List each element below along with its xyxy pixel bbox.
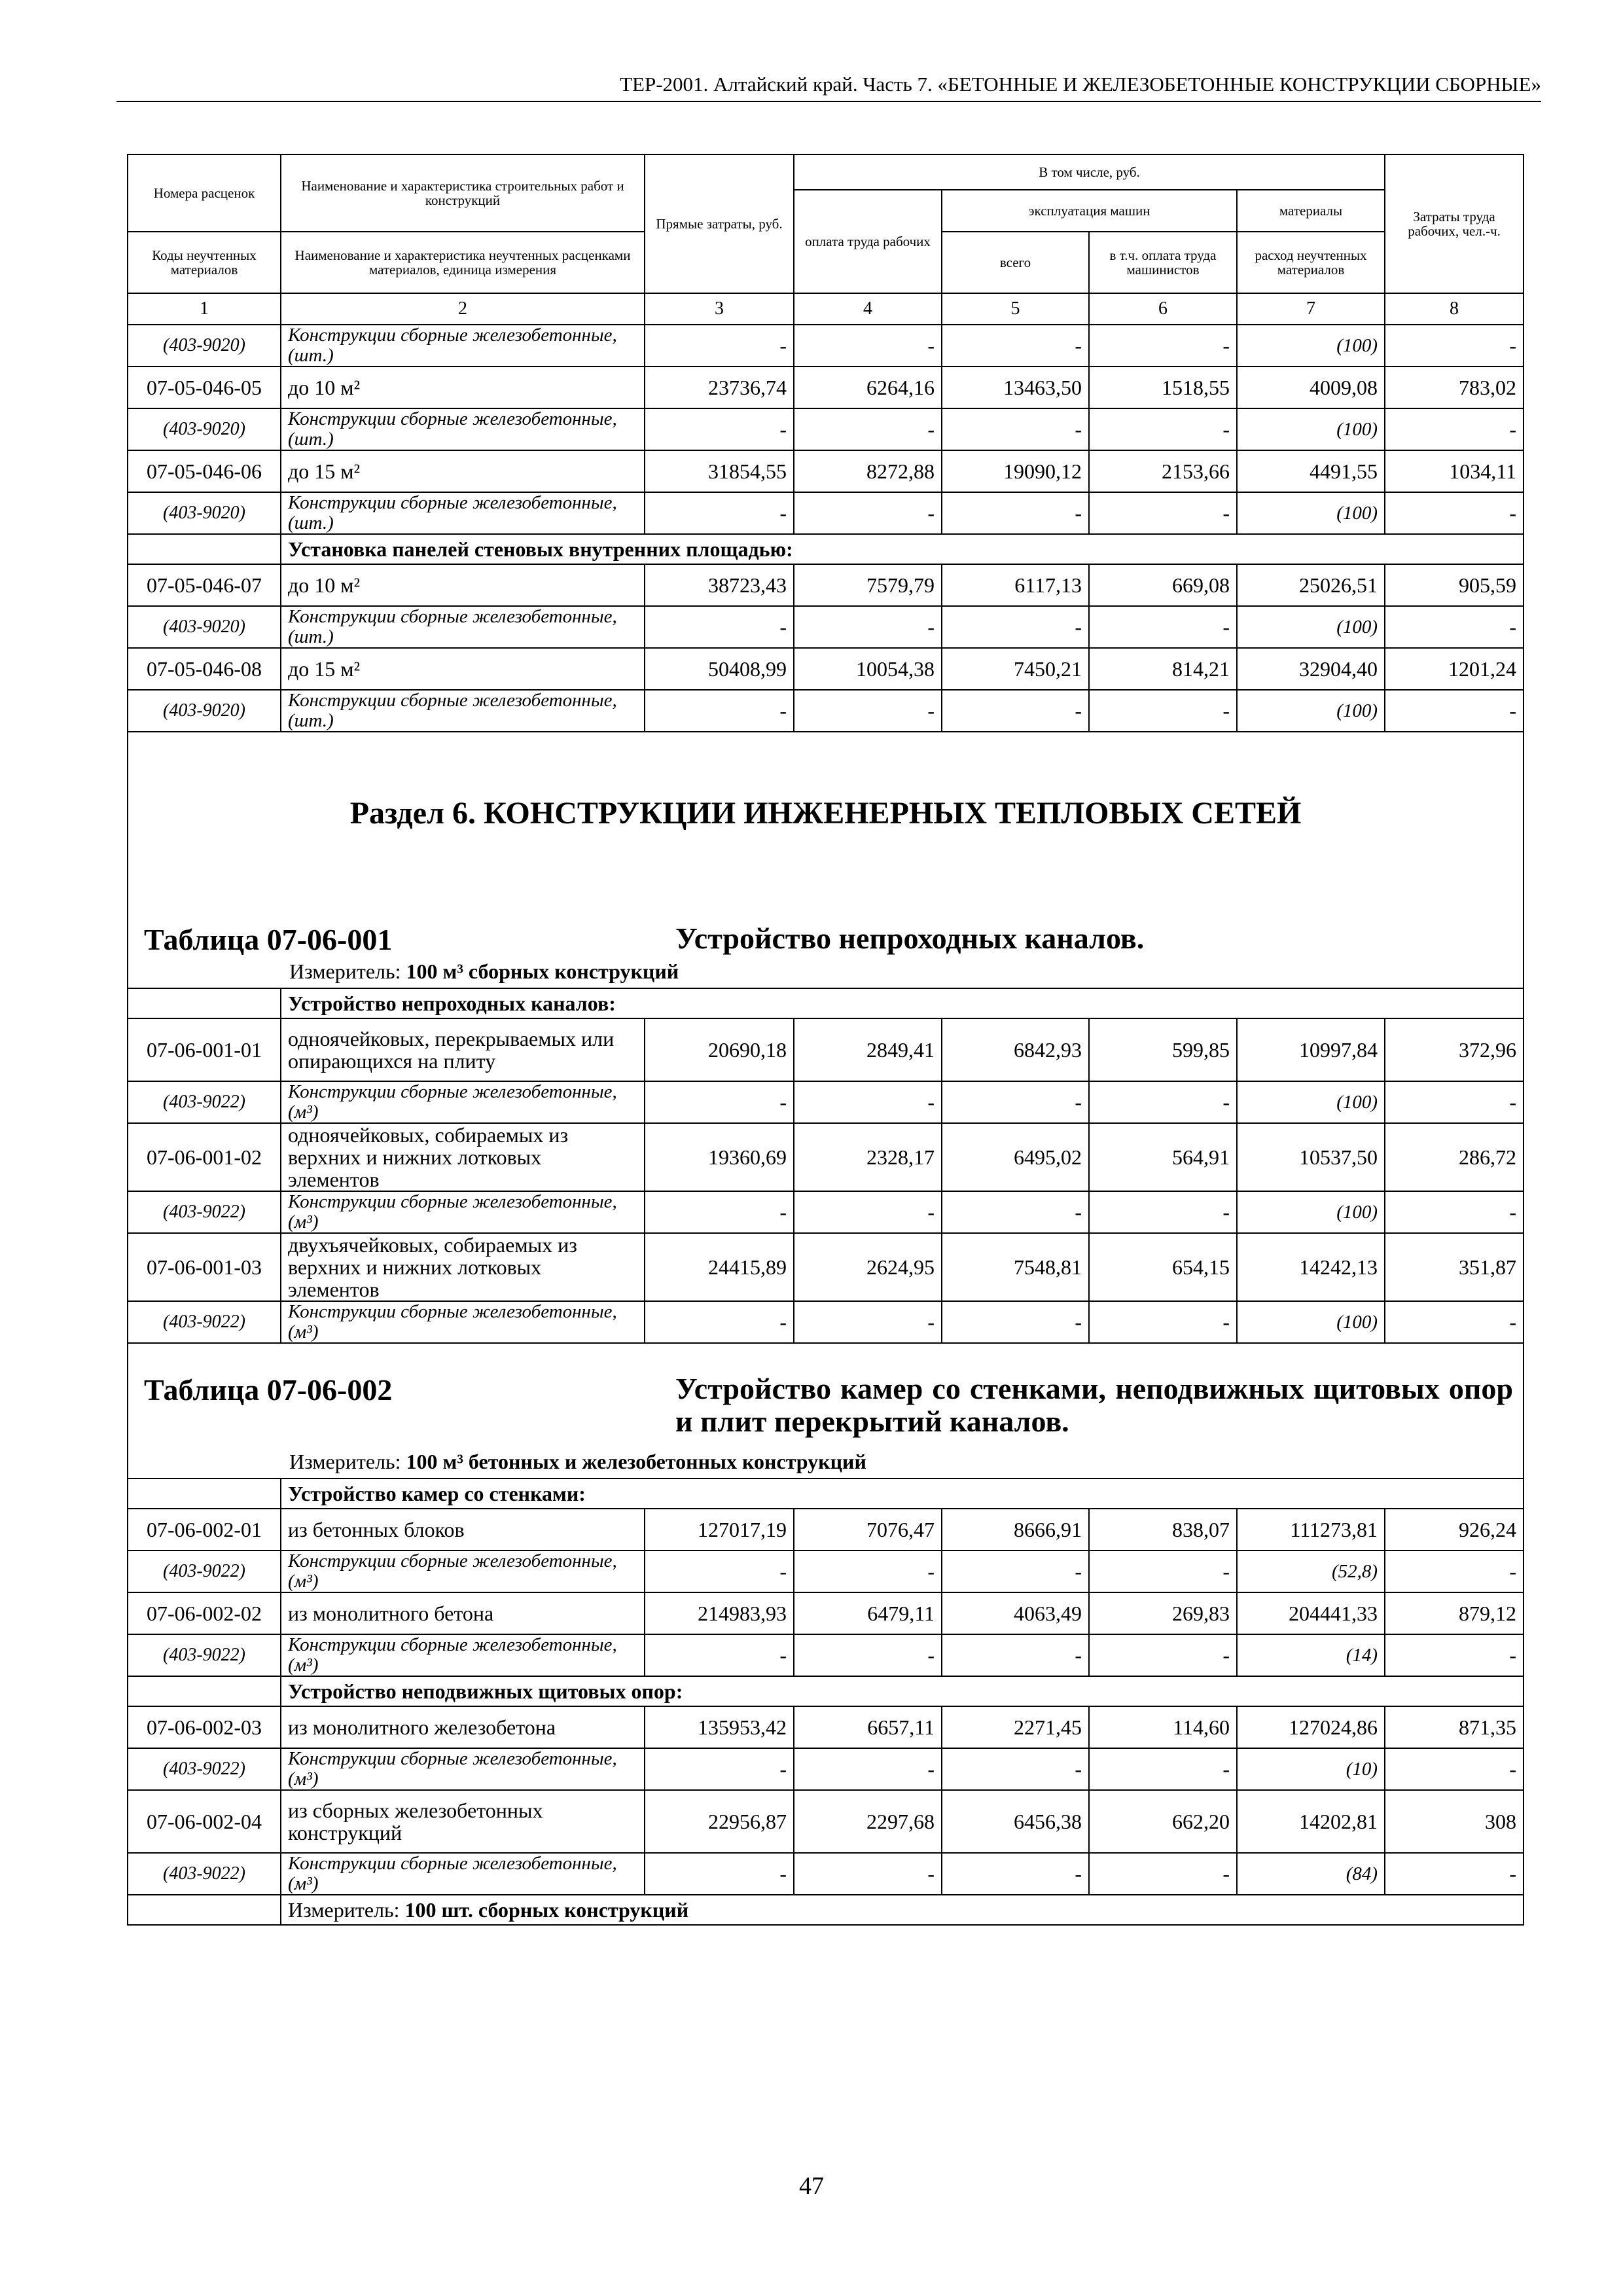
- cell: 13463,50: [942, 367, 1089, 408]
- cell: (100): [1237, 408, 1385, 450]
- cell: 6264,16: [794, 367, 942, 408]
- cell: 372,96: [1385, 1018, 1524, 1081]
- cell: -: [794, 1634, 942, 1676]
- head-material-names: Наименование и характеристика неучтенных расценками материалов, единица измерения: [281, 232, 645, 293]
- cell: -: [645, 492, 794, 534]
- cell: 905,59: [1385, 564, 1524, 606]
- cell: -: [1089, 408, 1237, 450]
- cell: 6117,13: [942, 564, 1089, 606]
- work-name: до 15 м²: [281, 450, 645, 492]
- cell: 308: [1385, 1790, 1524, 1853]
- cell: -: [1089, 1301, 1237, 1343]
- table-title: Устройство непроходных каналов.: [675, 922, 1145, 955]
- cell: 783,02: [1385, 367, 1524, 408]
- cell: -: [942, 492, 1089, 534]
- cell: 10997,84: [1237, 1018, 1385, 1081]
- head-including: В том числе, руб.: [794, 154, 1385, 190]
- material-name: Конструкции сборные железобетонные, (м³): [281, 1191, 645, 1233]
- cell: -: [1385, 690, 1524, 732]
- cell: 662,20: [1089, 1790, 1237, 1853]
- cell: 1518,55: [1089, 367, 1237, 408]
- col-num: 2: [281, 293, 645, 325]
- price-table-sheet: [127, 154, 1523, 1926]
- cell: -: [794, 1081, 942, 1123]
- section-heading-block: [128, 732, 1524, 988]
- col-num: 1: [128, 293, 281, 325]
- cell: -: [1385, 1748, 1524, 1790]
- meter-prefix: Измеритель:: [289, 960, 401, 983]
- work-name: из сборных железобетонных конструкций: [281, 1790, 645, 1853]
- work-name: из монолитного железобетона: [281, 1706, 645, 1748]
- head-materials: материалы: [1237, 190, 1385, 232]
- cell: 2271,45: [942, 1706, 1089, 1748]
- material-name: Конструкции сборные железобетонные, (шт.): [281, 690, 645, 732]
- rate-row: [128, 450, 1524, 492]
- cell: -: [645, 408, 794, 450]
- material-name: Конструкции сборные железобетонные, (м³): [281, 1551, 645, 1592]
- cell: -: [942, 325, 1089, 367]
- material-code: (403-9022): [128, 1081, 281, 1123]
- cell: 127024,86: [1237, 1706, 1385, 1748]
- cell: (100): [1237, 1301, 1385, 1343]
- material-row: [128, 1634, 1524, 1676]
- cell: 871,35: [1385, 1706, 1524, 1748]
- cell: -: [794, 1853, 942, 1895]
- cell: (100): [1237, 606, 1385, 648]
- cell: 38723,43: [645, 564, 794, 606]
- col-num: 5: [942, 293, 1089, 325]
- cell: -: [794, 492, 942, 534]
- col-num: 7: [1237, 293, 1385, 325]
- head-machines: эксплуатация машин: [942, 190, 1237, 232]
- material-code: (403-9020): [128, 325, 281, 367]
- cell: (100): [1237, 325, 1385, 367]
- cell: (100): [1237, 492, 1385, 534]
- work-name: одноячейковых, перекрываемых или опирающихся на плиту: [281, 1018, 645, 1081]
- cell: -: [1385, 1551, 1524, 1592]
- cell: 10054,38: [794, 648, 942, 690]
- rate-code: 07-06-001-02: [128, 1123, 281, 1191]
- cell: -: [645, 325, 794, 367]
- cell: -: [942, 1853, 1089, 1895]
- meter-unit: 100 м³ сборных конструкций: [406, 960, 679, 983]
- rate-row: [128, 1123, 1524, 1191]
- material-name: Конструкции сборные железобетонные, (шт.): [281, 325, 645, 367]
- cell: 6842,93: [942, 1018, 1089, 1081]
- cell: -: [942, 690, 1089, 732]
- table-title: Устройство камер со стенками, неподвижных щитовых опор и плит перекрытий каналов.: [675, 1372, 1513, 1438]
- head-material-usage: расход неучтенных материалов: [1237, 232, 1385, 293]
- col-num: 4: [794, 293, 942, 325]
- cell: -: [794, 690, 942, 732]
- cell: -: [1385, 1853, 1524, 1895]
- page-number: 47: [799, 2172, 824, 2200]
- cell: -: [1089, 1853, 1237, 1895]
- material-code: (403-9022): [128, 1191, 281, 1233]
- material-row: [128, 1191, 1524, 1233]
- work-name: из бетонных блоков: [281, 1509, 645, 1551]
- col-num: 8: [1385, 293, 1524, 325]
- material-name: Конструкции сборные железобетонные, (м³): [281, 1634, 645, 1676]
- cell: 19360,69: [645, 1123, 794, 1191]
- cell: -: [1385, 1634, 1524, 1676]
- work-name: из монолитного бетона: [281, 1592, 645, 1634]
- material-name: Конструкции сборные железобетонные, (м³): [281, 1081, 645, 1123]
- cell: 4063,49: [942, 1592, 1089, 1634]
- cell: 7579,79: [794, 564, 942, 606]
- rate-row: [128, 1509, 1524, 1551]
- work-name: одноячейковых, собираемых из верхних и нижних лотковых элементов: [281, 1123, 645, 1191]
- cell: -: [1089, 606, 1237, 648]
- work-name: двухъячейковых, собираемых из верхних и нижних лотковых элементов: [281, 1233, 645, 1301]
- cell: -: [942, 1748, 1089, 1790]
- cell: -: [794, 1551, 942, 1592]
- cell: -: [1385, 1081, 1524, 1123]
- rate-code: 07-06-002-04: [128, 1790, 281, 1853]
- cell: 22956,87: [645, 1790, 794, 1853]
- material-code: (403-9022): [128, 1301, 281, 1343]
- subheading-row: [128, 1676, 1524, 1706]
- cell: -: [1385, 325, 1524, 367]
- cell: -: [942, 408, 1089, 450]
- cell: 351,87: [1385, 1233, 1524, 1301]
- head-work-name: Наименование и характеристика строительных работ и конструкций: [281, 154, 645, 232]
- cell: -: [645, 606, 794, 648]
- material-name: Конструкции сборные железобетонные, (шт.): [281, 492, 645, 534]
- cell: 269,83: [1089, 1592, 1237, 1634]
- cell: -: [645, 1551, 794, 1592]
- rate-code: 07-06-001-03: [128, 1233, 281, 1301]
- material-code: (403-9020): [128, 408, 281, 450]
- cell: -: [1385, 1191, 1524, 1233]
- cell: 2624,95: [794, 1233, 942, 1301]
- cell: 7076,47: [794, 1509, 942, 1551]
- cell: (100): [1237, 1191, 1385, 1233]
- cell: 1034,11: [1385, 450, 1524, 492]
- cell: 4009,08: [1237, 367, 1385, 408]
- cell: 24415,89: [645, 1233, 794, 1301]
- cell: 879,12: [1385, 1592, 1524, 1634]
- material-row: [128, 325, 1524, 367]
- price-table: [127, 154, 1524, 1926]
- material-code: (403-9020): [128, 690, 281, 732]
- rate-code: 07-05-046-05: [128, 367, 281, 408]
- column-numbers-row: [128, 293, 1524, 325]
- cell: 10537,50: [1237, 1123, 1385, 1191]
- meter-unit: 100 м³ бетонных и железобетонных конструкций: [406, 1450, 866, 1473]
- cell: -: [1089, 1191, 1237, 1233]
- material-code: (403-9022): [128, 1551, 281, 1592]
- rate-row: [128, 1706, 1524, 1748]
- head-worker-wages: оплата труда рабочих: [794, 190, 942, 293]
- cell: 20690,18: [645, 1018, 794, 1081]
- rate-code: 07-06-001-01: [128, 1018, 281, 1081]
- meter-unit: 100 шт. сборных конструкций: [404, 1897, 689, 1922]
- cell: 31854,55: [645, 450, 794, 492]
- cell: -: [1385, 492, 1524, 534]
- cell: 14242,13: [1237, 1233, 1385, 1301]
- cell: 14202,81: [1237, 1790, 1385, 1853]
- rate-row: [128, 367, 1524, 408]
- head-rate-numbers: Номера расценок: [128, 154, 281, 232]
- table-number: Таблица 07-06-001: [144, 923, 393, 956]
- material-row: [128, 1853, 1524, 1895]
- rate-row: [128, 648, 1524, 690]
- cell: -: [1385, 408, 1524, 450]
- table-heading-block: [128, 1343, 1524, 1479]
- subheading: Устройство непроходных каналов:: [281, 988, 1524, 1018]
- cell: -: [942, 606, 1089, 648]
- rate-code: 07-06-002-01: [128, 1509, 281, 1551]
- cell: -: [794, 408, 942, 450]
- meter-line: [289, 1450, 866, 1474]
- cell: 32904,40: [1237, 648, 1385, 690]
- material-row: [128, 1551, 1524, 1592]
- cell: -: [1089, 1081, 1237, 1123]
- cell: 6456,38: [942, 1790, 1089, 1853]
- cell: 2153,66: [1089, 450, 1237, 492]
- cell: 926,24: [1385, 1509, 1524, 1551]
- cell: 25026,51: [1237, 564, 1385, 606]
- cell: -: [794, 1301, 942, 1343]
- cell: -: [645, 1634, 794, 1676]
- cell: 204441,33: [1237, 1592, 1385, 1634]
- material-row: [128, 492, 1524, 534]
- cell: -: [1089, 1634, 1237, 1676]
- material-code: (403-9020): [128, 606, 281, 648]
- cell: 6495,02: [942, 1123, 1089, 1191]
- cell: 654,15: [1089, 1233, 1237, 1301]
- material-row: [128, 1081, 1524, 1123]
- cell: (100): [1237, 1081, 1385, 1123]
- cell: -: [942, 1191, 1089, 1233]
- head-direct-costs: Прямые затраты, руб.: [645, 154, 794, 293]
- cell: 50408,99: [645, 648, 794, 690]
- subheading: Устройство неподвижных щитовых опор:: [281, 1676, 1524, 1706]
- head-machines-total: всего: [942, 232, 1089, 293]
- rate-code: 07-05-046-06: [128, 450, 281, 492]
- subheading-row: [128, 534, 1524, 564]
- rate-code: 07-06-002-03: [128, 1706, 281, 1748]
- cell: 838,07: [1089, 1509, 1237, 1551]
- cell: -: [645, 1081, 794, 1123]
- cell: 114,60: [1089, 1706, 1237, 1748]
- cell: 599,85: [1089, 1018, 1237, 1081]
- meter-prefix: Измеритель:: [288, 1897, 400, 1922]
- cell: (10): [1237, 1748, 1385, 1790]
- rate-code: 07-05-046-08: [128, 648, 281, 690]
- cell: -: [1089, 1551, 1237, 1592]
- cell: -: [942, 1634, 1089, 1676]
- cell: 286,72: [1385, 1123, 1524, 1191]
- material-name: Конструкции сборные железобетонные, (м³): [281, 1853, 645, 1895]
- cell: -: [794, 1191, 942, 1233]
- material-code: (403-9022): [128, 1634, 281, 1676]
- cell: 8666,91: [942, 1509, 1089, 1551]
- material-row: [128, 1748, 1524, 1790]
- cell: -: [645, 1853, 794, 1895]
- cell: -: [794, 325, 942, 367]
- material-code: (403-9020): [128, 492, 281, 534]
- cell: -: [942, 1081, 1089, 1123]
- cell: -: [1385, 1301, 1524, 1343]
- subheading: Установка панелей стеновых внутренних площадью:: [281, 534, 1524, 564]
- cell: -: [645, 1748, 794, 1790]
- cell: 8272,88: [794, 450, 942, 492]
- rate-row: [128, 1233, 1524, 1301]
- material-code: (403-9022): [128, 1853, 281, 1895]
- meter-prefix: Измеритель:: [289, 1450, 401, 1473]
- meter-row: [128, 1895, 1524, 1925]
- work-name: до 10 м²: [281, 564, 645, 606]
- meter-line: [289, 960, 679, 984]
- cell: 214983,93: [645, 1592, 794, 1634]
- cell: 111273,81: [1237, 1509, 1385, 1551]
- cell: 6657,11: [794, 1706, 942, 1748]
- cell: 1201,24: [1385, 648, 1524, 690]
- head-labor-costs: Затраты труда рабочих, чел.-ч.: [1385, 154, 1524, 293]
- rate-code: 07-06-002-02: [128, 1592, 281, 1634]
- cell: -: [645, 690, 794, 732]
- section-title: Раздел 6. КОНСТРУКЦИИ ИНЖЕНЕРНЫХ ТЕПЛОВЫХ СЕТЕЙ: [349, 796, 1302, 831]
- head-material-codes: Коды неучтенных материалов: [128, 232, 281, 293]
- cell: 2849,41: [794, 1018, 942, 1081]
- cell: -: [645, 1191, 794, 1233]
- cell: -: [794, 606, 942, 648]
- material-row: [128, 1301, 1524, 1343]
- cell: -: [1089, 1748, 1237, 1790]
- material-name: Конструкции сборные железобетонные, (шт.): [281, 606, 645, 648]
- cell: 23736,74: [645, 367, 794, 408]
- material-row: [128, 690, 1524, 732]
- col-num: 6: [1089, 293, 1237, 325]
- cell: 19090,12: [942, 450, 1089, 492]
- work-name: до 10 м²: [281, 367, 645, 408]
- cell: -: [1089, 492, 1237, 534]
- col-num: 3: [645, 293, 794, 325]
- rate-row: [128, 1018, 1524, 1081]
- cell: (52,8): [1237, 1551, 1385, 1592]
- cell: -: [1385, 606, 1524, 648]
- material-name: Конструкции сборные железобетонные, (шт.): [281, 408, 645, 450]
- cell: -: [1089, 690, 1237, 732]
- cell: 814,21: [1089, 648, 1237, 690]
- rate-row: [128, 1592, 1524, 1634]
- subheading-row: [128, 1479, 1524, 1509]
- running-header: ТЕР-2001. Алтайский край. Часть 7. «БЕТОННЫЕ И ЖЕЛЕЗОБЕТОННЫЕ КОНСТРУКЦИИ СБОРНЫЕ»: [116, 68, 1541, 102]
- head-machinist-wages: в т.ч. оплата труда машинистов: [1089, 232, 1237, 293]
- cell: 135953,42: [645, 1706, 794, 1748]
- material-name: Конструкции сборные железобетонные, (м³): [281, 1301, 645, 1343]
- cell: 4491,55: [1237, 450, 1385, 492]
- cell: (14): [1237, 1634, 1385, 1676]
- cell: -: [942, 1301, 1089, 1343]
- rate-row: [128, 564, 1524, 606]
- cell: -: [645, 1301, 794, 1343]
- rate-code: 07-05-046-07: [128, 564, 281, 606]
- cell: 127017,19: [645, 1509, 794, 1551]
- cell: 6479,11: [794, 1592, 942, 1634]
- rate-row: [128, 1790, 1524, 1853]
- cell: (84): [1237, 1853, 1385, 1895]
- cell: 2297,68: [794, 1790, 942, 1853]
- cell: 7548,81: [942, 1233, 1089, 1301]
- cell: (100): [1237, 690, 1385, 732]
- material-row: [128, 606, 1524, 648]
- material-name: Конструкции сборные железобетонные, (м³): [281, 1748, 645, 1790]
- subheading: Устройство камер со стенками:: [281, 1479, 1524, 1509]
- cell: 2328,17: [794, 1123, 942, 1191]
- material-row: [128, 408, 1524, 450]
- cell: -: [794, 1748, 942, 1790]
- subheading-row: [128, 988, 1524, 1018]
- material-code: (403-9022): [128, 1748, 281, 1790]
- cell: 7450,21: [942, 648, 1089, 690]
- cell: -: [1089, 325, 1237, 367]
- cell: -: [942, 1551, 1089, 1592]
- cell: 669,08: [1089, 564, 1237, 606]
- table-number: Таблица 07-06-002: [144, 1373, 393, 1407]
- cell: 564,91: [1089, 1123, 1237, 1191]
- work-name: до 15 м²: [281, 648, 645, 690]
